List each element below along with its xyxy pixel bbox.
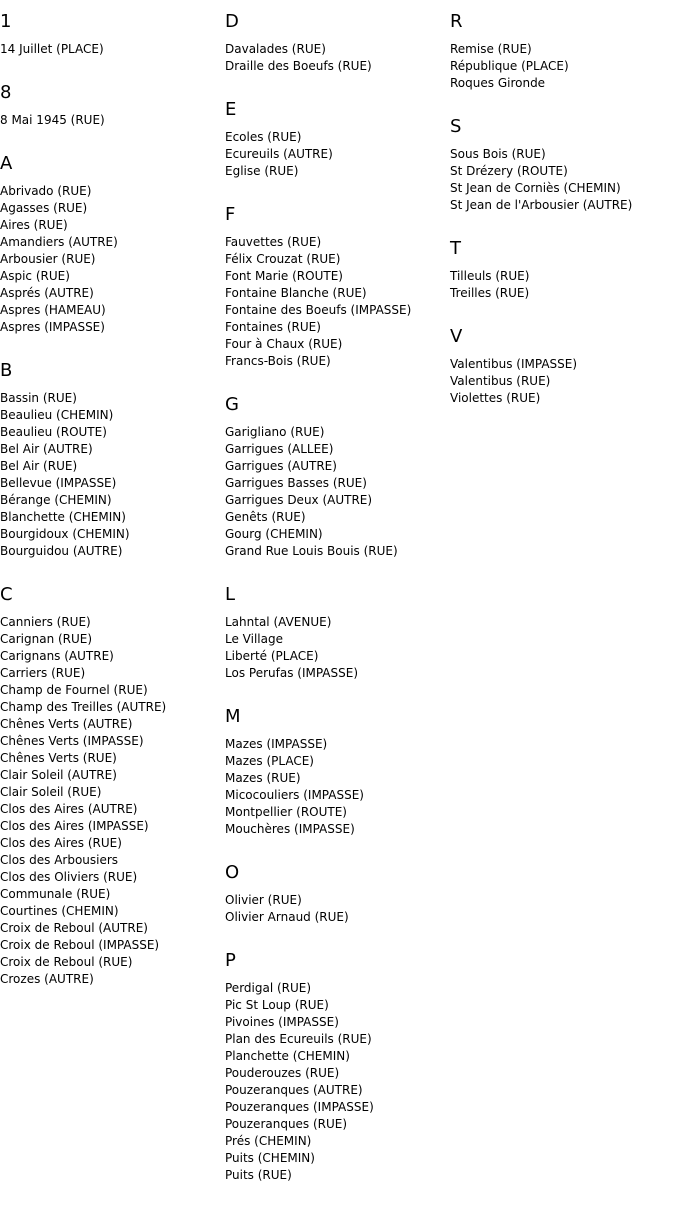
street-link[interactable]: Treilles (RUE) <box>450 286 530 300</box>
letter-group <box>225 394 450 560</box>
street-list <box>225 234 450 370</box>
street-item <box>225 1048 450 1065</box>
street-item <box>0 937 225 954</box>
street-link[interactable]: Remise (RUE) <box>450 42 532 56</box>
street-item <box>450 356 675 373</box>
street-link[interactable]: Aspres (IMPASSE) <box>0 320 105 334</box>
street-list <box>225 41 450 75</box>
letter-group <box>0 360 225 560</box>
street-item <box>0 954 225 971</box>
street-item <box>0 268 225 285</box>
column-1 <box>0 0 225 1216</box>
street-link[interactable]: Fontaine des Boeufs (IMPASSE) <box>225 303 412 317</box>
letter-group <box>225 11 450 75</box>
street-link[interactable]: Four à Chaux (RUE) <box>225 337 343 351</box>
street-item <box>225 336 450 353</box>
street-link[interactable]: Gourg (CHEMIN) <box>225 527 323 541</box>
street-link[interactable]: St Drézery (ROUTE) <box>450 164 568 178</box>
street-link[interactable]: Fontaines (RUE) <box>225 320 321 334</box>
letter-heading: A <box>0 153 13 174</box>
street-item <box>225 251 450 268</box>
street-item <box>225 614 450 631</box>
street-item <box>225 1167 450 1184</box>
street-item <box>225 441 450 458</box>
letter-group <box>450 11 675 92</box>
street-link[interactable]: Chênes Verts (AUTRE) <box>0 717 133 731</box>
letter-heading: E <box>225 99 237 120</box>
letter-group <box>450 116 675 214</box>
street-link[interactable]: Communale (RUE) <box>0 887 111 901</box>
street-item <box>225 804 450 821</box>
street-item <box>0 407 225 424</box>
street-list <box>0 183 225 336</box>
street-item <box>225 526 450 543</box>
street-link[interactable]: Eglise (RUE) <box>225 164 299 178</box>
street-item <box>0 285 225 302</box>
street-item <box>0 716 225 733</box>
street-link[interactable]: Clos des Aires (RUE) <box>0 836 122 850</box>
street-link[interactable]: Perdigal (RUE) <box>225 981 312 995</box>
letter-group <box>225 584 450 682</box>
street-item <box>225 475 450 492</box>
street-item <box>225 1031 450 1048</box>
street-link[interactable]: Bel Air (RUE) <box>0 459 78 473</box>
street-link[interactable]: Tilleuls (RUE) <box>450 269 530 283</box>
street-item <box>225 424 450 441</box>
street-item <box>0 302 225 319</box>
street-item <box>225 665 450 682</box>
street-item <box>0 475 225 492</box>
street-item <box>225 1116 450 1133</box>
street-link[interactable]: Draille des Boeufs (RUE) <box>225 59 372 73</box>
street-list <box>225 424 450 560</box>
street-link[interactable]: Montpellier (ROUTE) <box>225 805 347 819</box>
street-item <box>0 183 225 200</box>
street-item <box>225 736 450 753</box>
street-item <box>0 251 225 268</box>
street-item <box>0 200 225 217</box>
street-item <box>0 631 225 648</box>
street-link[interactable]: Canniers (RUE) <box>0 615 91 629</box>
letter-heading: R <box>450 11 463 32</box>
street-link[interactable]: Grand Rue Louis Bouis (RUE) <box>225 544 398 558</box>
street-link[interactable]: Le Village <box>225 632 283 646</box>
street-link[interactable]: Mazes (RUE) <box>225 771 301 785</box>
street-item <box>225 319 450 336</box>
street-link[interactable]: Fauvettes (RUE) <box>225 235 322 249</box>
street-item <box>0 112 225 129</box>
street-link[interactable]: Garigliano (RUE) <box>225 425 325 439</box>
street-item <box>450 180 675 197</box>
street-link[interactable]: Amandiers (AUTRE) <box>0 235 118 249</box>
street-item <box>225 631 450 648</box>
street-item <box>0 682 225 699</box>
street-item <box>450 41 675 58</box>
letter-group <box>450 238 675 302</box>
street-link[interactable]: Bourguidou (AUTRE) <box>0 544 123 558</box>
street-link[interactable]: Fontaine Blanche (RUE) <box>225 286 367 300</box>
street-item <box>225 58 450 75</box>
street-link[interactable]: Champ des Treilles (AUTRE) <box>0 700 167 714</box>
street-link[interactable]: Pic St Loup (RUE) <box>225 998 329 1012</box>
street-item <box>225 980 450 997</box>
column-2 <box>225 0 450 1216</box>
street-link[interactable]: Garrigues (ALLEE) <box>225 442 334 456</box>
street-item <box>225 458 450 475</box>
letter-heading: S <box>450 116 462 137</box>
letter-heading: B <box>0 360 13 381</box>
street-list <box>225 614 450 682</box>
street-link[interactable]: Bérange (CHEMIN) <box>0 493 112 507</box>
letter-group <box>225 862 450 926</box>
street-link[interactable]: Carignan (RUE) <box>0 632 93 646</box>
street-item <box>0 492 225 509</box>
street-link[interactable]: Bassin (RUE) <box>0 391 77 405</box>
street-list <box>0 614 225 988</box>
street-item <box>225 787 450 804</box>
street-link[interactable]: Planchette (CHEMIN) <box>225 1049 350 1063</box>
street-link[interactable]: Francs-Bois (RUE) <box>225 354 331 368</box>
street-link[interactable]: Garrigues Basses (RUE) <box>225 476 367 490</box>
street-item <box>225 509 450 526</box>
street-link[interactable]: Garrigues Deux (AUTRE) <box>225 493 373 507</box>
street-item <box>0 441 225 458</box>
street-item <box>0 699 225 716</box>
street-item <box>225 302 450 319</box>
letter-group <box>450 326 675 407</box>
street-link[interactable]: Pouzeranques (RUE) <box>225 1117 348 1131</box>
street-link[interactable]: Agasses (RUE) <box>0 201 88 215</box>
street-link[interactable]: Clair Soleil (AUTRE) <box>0 768 117 782</box>
street-item <box>0 424 225 441</box>
street-item <box>450 373 675 390</box>
street-link[interactable]: 14 Juillet (PLACE) <box>0 42 104 56</box>
letter-group <box>225 950 450 1184</box>
street-item <box>0 733 225 750</box>
street-item <box>225 648 450 665</box>
street-list <box>0 41 225 58</box>
street-list <box>450 146 675 214</box>
street-link[interactable]: Puits (CHEMIN) <box>225 1151 315 1165</box>
street-link[interactable]: Font Marie (ROUTE) <box>225 269 343 283</box>
letter-heading: D <box>225 11 239 32</box>
letter-group <box>225 706 450 838</box>
street-list <box>225 129 450 180</box>
street-link[interactable]: Beaulieu (ROUTE) <box>0 425 107 439</box>
street-item <box>0 648 225 665</box>
street-link[interactable]: 8 Mai 1945 (RUE) <box>0 113 105 127</box>
street-item <box>450 197 675 214</box>
street-link[interactable]: Bel Air (AUTRE) <box>0 442 93 456</box>
column-3 <box>450 0 675 1216</box>
street-link[interactable]: Clos des Oliviers (RUE) <box>0 870 138 884</box>
street-link[interactable]: St Jean de l'Arbousier (AUTRE) <box>450 198 633 212</box>
street-link[interactable]: Champ de Fournel (RUE) <box>0 683 148 697</box>
street-link[interactable]: Lahntal (AVENUE) <box>225 615 332 629</box>
street-item <box>450 268 675 285</box>
street-link[interactable]: Carriers (RUE) <box>0 666 86 680</box>
street-list <box>225 980 450 1184</box>
street-item <box>0 526 225 543</box>
street-item <box>225 997 450 1014</box>
street-item <box>225 41 450 58</box>
street-item <box>225 129 450 146</box>
street-link[interactable]: Valentibus (RUE) <box>450 374 551 388</box>
street-link[interactable]: Violettes (RUE) <box>450 391 541 405</box>
letter-group <box>0 82 225 129</box>
street-item <box>225 543 450 560</box>
street-item <box>225 1082 450 1099</box>
street-item <box>225 234 450 251</box>
street-link[interactable]: Pouzeranques (IMPASSE) <box>225 1100 374 1114</box>
street-item <box>0 509 225 526</box>
street-list <box>0 112 225 129</box>
street-item <box>225 770 450 787</box>
letter-heading: V <box>450 326 463 347</box>
street-link[interactable]: Davalades (RUE) <box>225 42 326 56</box>
street-link[interactable]: Aires (RUE) <box>0 218 68 232</box>
street-item <box>225 146 450 163</box>
street-link[interactable]: Pouderouzes (RUE) <box>225 1066 340 1080</box>
street-item <box>0 835 225 852</box>
street-item <box>0 886 225 903</box>
street-item <box>0 852 225 869</box>
street-link[interactable]: Croix de Reboul (RUE) <box>0 955 133 969</box>
street-link[interactable]: Micocouliers (IMPASSE) <box>225 788 364 802</box>
street-link[interactable]: Liberté (PLACE) <box>225 649 319 663</box>
street-link[interactable]: Ecureuils (AUTRE) <box>225 147 333 161</box>
street-link[interactable]: Clair Soleil (RUE) <box>0 785 102 799</box>
street-item <box>225 1014 450 1031</box>
street-link[interactable]: Mazes (IMPASSE) <box>225 737 328 751</box>
street-item <box>0 390 225 407</box>
street-item <box>0 319 225 336</box>
street-link[interactable]: Olivier Arnaud (RUE) <box>225 910 349 924</box>
street-item <box>225 909 450 926</box>
street-list <box>450 41 675 92</box>
letter-heading: F <box>225 204 236 225</box>
street-link[interactable]: Clos des Aires (IMPASSE) <box>0 819 149 833</box>
street-list <box>450 268 675 302</box>
street-item <box>0 217 225 234</box>
street-item <box>0 767 225 784</box>
street-link[interactable]: Olivier (RUE) <box>225 893 302 907</box>
street-link[interactable]: Beaulieu (CHEMIN) <box>0 408 114 422</box>
street-item <box>0 784 225 801</box>
street-item <box>0 458 225 475</box>
street-link[interactable]: Clos des Arbousiers <box>0 853 119 867</box>
street-item <box>225 1065 450 1082</box>
letter-group <box>0 153 225 336</box>
street-link[interactable]: Prés (CHEMIN) <box>225 1134 312 1148</box>
street-link[interactable]: Genêts (RUE) <box>225 510 306 524</box>
street-link[interactable]: Aspres (HAMEAU) <box>0 303 106 317</box>
street-item <box>450 390 675 407</box>
letter-group <box>0 11 225 58</box>
street-item <box>0 971 225 988</box>
street-link[interactable]: Mouchères (IMPASSE) <box>225 822 355 836</box>
street-link[interactable]: Valentibus (IMPASSE) <box>450 357 578 371</box>
street-link[interactable]: Ecoles (RUE) <box>225 130 302 144</box>
letter-heading: 8 <box>0 82 12 103</box>
street-link[interactable]: Bourgidoux (CHEMIN) <box>0 527 130 541</box>
street-list <box>0 390 225 560</box>
street-link[interactable]: Puits (RUE) <box>225 1168 292 1182</box>
street-item <box>0 665 225 682</box>
street-link[interactable]: Pouzeranques (AUTRE) <box>225 1083 363 1097</box>
street-item <box>225 1150 450 1167</box>
street-link[interactable]: Sous Bois (RUE) <box>450 147 546 161</box>
street-item <box>0 920 225 937</box>
street-item <box>0 801 225 818</box>
street-link[interactable]: Aspic (RUE) <box>0 269 70 283</box>
street-list <box>225 736 450 838</box>
street-item <box>0 869 225 886</box>
street-link[interactable]: Chênes Verts (IMPASSE) <box>0 734 144 748</box>
street-link[interactable]: Courtines (CHEMIN) <box>0 904 119 918</box>
letter-group <box>225 204 450 370</box>
letter-heading: M <box>225 706 241 727</box>
street-item <box>225 1133 450 1150</box>
street-item <box>225 892 450 909</box>
street-link[interactable]: Carignans (AUTRE) <box>0 649 114 663</box>
street-link[interactable]: Bellevue (IMPASSE) <box>0 476 117 490</box>
street-link[interactable]: Arbousier (RUE) <box>0 252 96 266</box>
street-link[interactable]: Croix de Reboul (IMPASSE) <box>0 938 160 952</box>
street-item <box>225 1099 450 1116</box>
street-link[interactable]: St Jean de Corniès (CHEMIN) <box>450 181 621 195</box>
letter-heading: 1 <box>0 11 12 32</box>
letter-group <box>225 99 450 180</box>
street-link[interactable]: Roques Gironde <box>450 76 546 90</box>
street-item <box>450 75 675 92</box>
street-list <box>225 892 450 926</box>
street-link[interactable]: Garrigues (AUTRE) <box>225 459 337 473</box>
street-item <box>225 163 450 180</box>
letter-heading: G <box>225 394 239 415</box>
street-item <box>225 353 450 370</box>
street-link[interactable]: Chênes Verts (RUE) <box>0 751 117 765</box>
street-item <box>225 285 450 302</box>
street-item <box>450 285 675 302</box>
street-link[interactable]: Plan des Ecureuils (RUE) <box>225 1032 372 1046</box>
street-item <box>225 821 450 838</box>
street-item <box>450 146 675 163</box>
street-list <box>450 356 675 407</box>
street-link[interactable]: Clos des Aires (AUTRE) <box>0 802 138 816</box>
street-link[interactable]: Abrivado (RUE) <box>0 184 92 198</box>
letter-group <box>0 584 225 988</box>
street-link[interactable]: Mazes (PLACE) <box>225 754 314 768</box>
letter-heading: O <box>225 862 240 883</box>
letter-heading: L <box>225 584 236 605</box>
street-item <box>225 492 450 509</box>
street-link[interactable]: Asprés (AUTRE) <box>0 286 94 300</box>
street-link[interactable]: Blanchette (CHEMIN) <box>0 510 126 524</box>
street-item <box>0 903 225 920</box>
letter-heading: P <box>225 950 236 971</box>
street-item <box>450 58 675 75</box>
street-item <box>0 818 225 835</box>
street-item <box>0 234 225 251</box>
street-link[interactable]: République (PLACE) <box>450 59 569 73</box>
street-item <box>450 163 675 180</box>
letter-heading: C <box>0 584 13 605</box>
street-item <box>225 268 450 285</box>
letter-heading: T <box>450 238 461 259</box>
street-item <box>0 41 225 58</box>
street-link[interactable]: Croix de Reboul (AUTRE) <box>0 921 148 935</box>
street-link[interactable]: Crozes (AUTRE) <box>0 972 94 986</box>
street-item <box>0 750 225 767</box>
street-item <box>0 543 225 560</box>
street-link[interactable]: Los Perufas (IMPASSE) <box>225 666 359 680</box>
street-link[interactable]: Félix Crouzat (RUE) <box>225 252 341 266</box>
street-link[interactable]: Pivoines (IMPASSE) <box>225 1015 339 1029</box>
street-item <box>225 753 450 770</box>
street-item <box>0 614 225 631</box>
